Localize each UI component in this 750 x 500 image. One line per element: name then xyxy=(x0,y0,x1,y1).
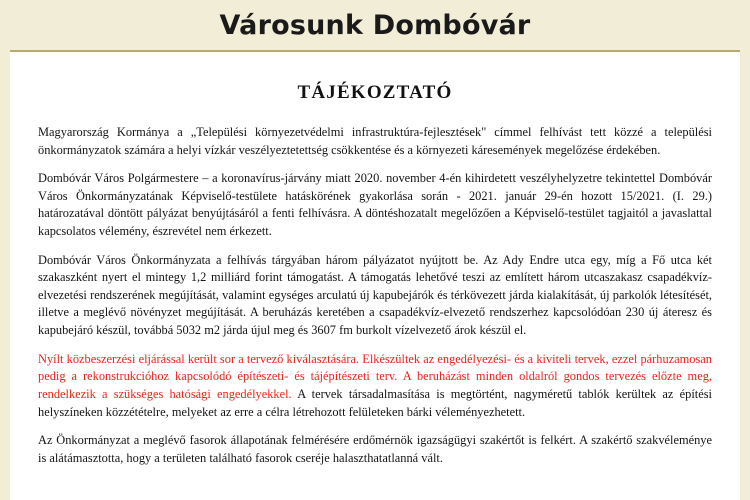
paragraph xyxy=(38,351,712,421)
text-run: Magyarország Kormánya a „Települési környezetvédelmi infrastruktúra-fejlesztések" címmel felhívást tett közzé a települési önkormányzatok számára a helyi vízkár veszélyeztetettség csökkentése és a környezeti káresemények megelőzése érdekében. xyxy=(38,125,712,157)
paragraph xyxy=(38,252,712,340)
paragraph xyxy=(38,432,712,467)
masthead xyxy=(10,0,740,52)
document-content xyxy=(10,52,740,467)
text-run: Nyílt közbeszerzési eljárással került sor a tervező kiválasztására. Elkészültek az engedélyezési- és a kiviteli tervek, ezzel párhuzamosan pedig a rekonstrukcióhoz kapcsolódó építészeti- és tájépítészeti terv. xyxy=(38,351,712,384)
text-run: A beruházást minden oldalról gondos tervezés előzte meg, rendelkezik a szükséges hatósági engedélyekkel. xyxy=(38,369,712,401)
site-title: Városunk Dombóvár xyxy=(219,9,531,41)
text-run: A tervek társadalmasítása is megtörtént, nagyméretű tablók kerültek az építési helyszíneken közzétételre, melyeket az erre a célra létrehozott felületeken bárki véleményezhetett. xyxy=(38,386,712,419)
paragraph xyxy=(38,170,712,240)
document-title: TÁJÉKOZTATÓ xyxy=(297,82,453,103)
text-run: Az Önkormányzat a meglévő fasorok állapotának felmérésére erdőmérnök igazságügyi szakértőt is felkért. A szakértő szakvéleménye is alátámasztotta, hogy a területen található fasorok cseréje halaszthatatlanná vált. xyxy=(38,433,712,465)
paragraph-list xyxy=(38,124,712,467)
paragraph xyxy=(38,124,712,159)
text-run: Dombóvár Város Önkormányzata a felhívás tárgyában három pályázatot nyújtott be. Az Ady Endre utca egy, míg a Fő utca két szakaszként nyert el mintegy 1,2 milliárd forint támogatást. A támogatás lehetővé teszi az említett három utcaszakasz csapadékvíz-elvezetési rendszerének megújítását, valamint egységes arculatú új kapubejárók és térkövezett járda kialakítását, új parkolók létesítését, illetve a meglévő növényzet megújítását. A beruházás keretében a csapadékvíz-elvezető rendszerhez kapcsolódóan 230 új áteresz és kapubejáró készül, továbbá 5032 m2 járda újul meg és 3607 fm burkolt vízelvezető árok készül el. xyxy=(38,252,712,338)
text-run: Dombóvár Város Polgármestere – a koronavírus-járvány miatt 2020. november 4-én kihirdetett veszélyhelyzetre tekintettel Dombóvár Város Önkormányzatának Képviselő-testülete hatáskörének gyakorlása során - 2021. január 29-én hozott 15/2021. (I. 29.) határozatával döntött pályázat benyújtásáról a fenti felhívásra. A döntéshozatalt megelőzően a Képviselő-testület tagjaitól a javaslattal kapcsolatos vélemény, észrevétel nem érkezett. xyxy=(38,171,712,239)
